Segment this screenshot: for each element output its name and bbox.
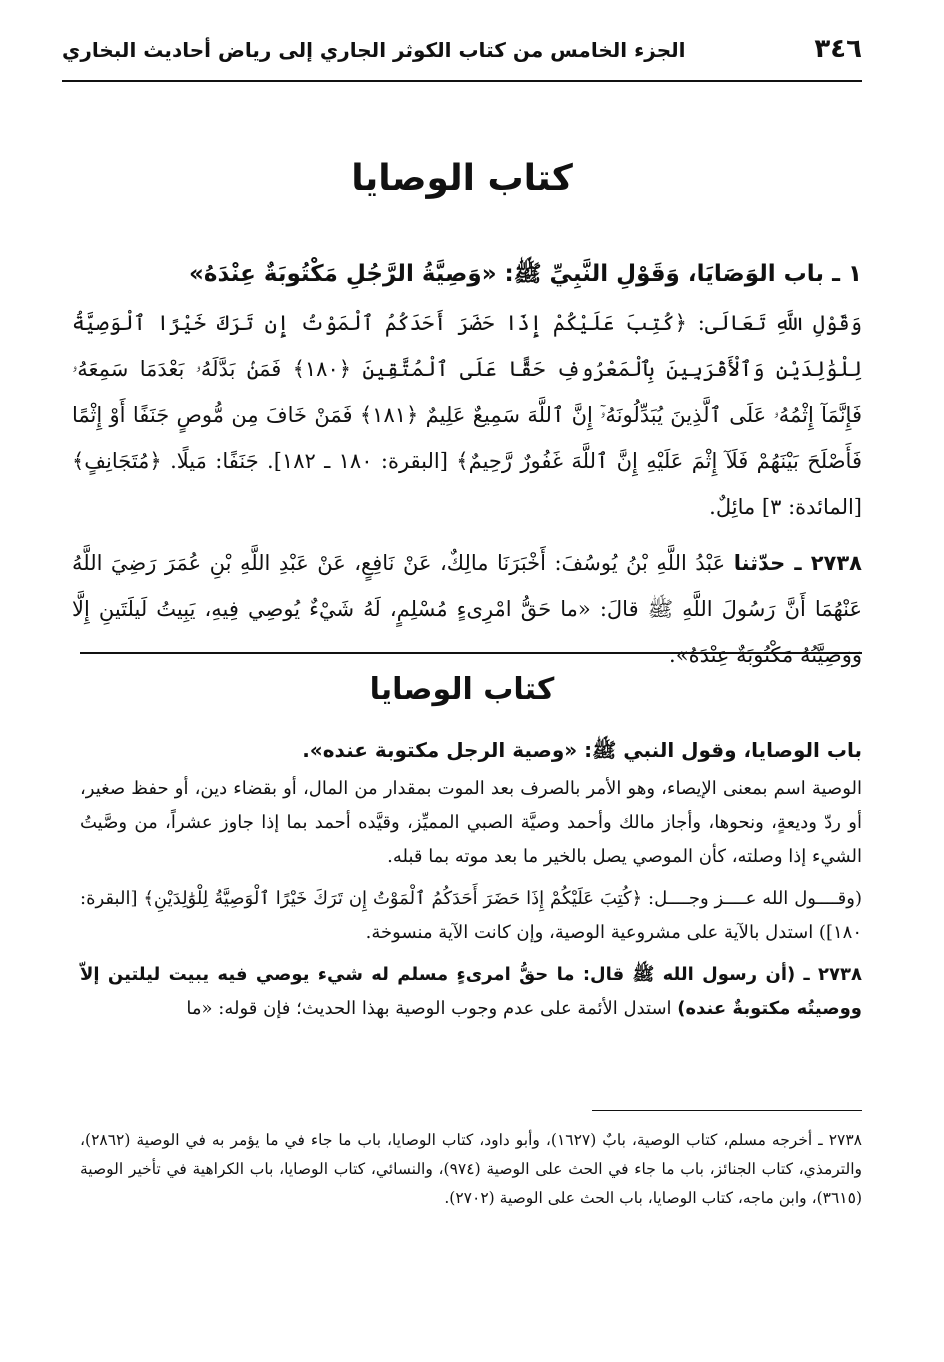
commentary-paragraph-1: الوصية اسم بمعنى الإيصاء، وهو الأمر بالصرف بعد الموت بمقدار من المال، أو بقضاء دين، أو حفظ صغير، أو ردّ وديعةٍ، ونحوها، وأجاز مالك وأحمد وصيَّة الصبي المميِّز، وقيَّده أحمد بما إذا جاوز عشراً، من وصَّيتُ الشيء إذا وصلته، كأن الموصي يصل بالخير ما بعد موته بما قبله. — [80, 778, 862, 867]
hadith-paragraph — [72, 540, 862, 678]
book-title: كتاب الوصايا — [351, 158, 573, 199]
footnote — [80, 1126, 862, 1213]
commentary-paragraph-3-text: استدل الأئمة على عدم وجوب الوصية بهذا الحديث؛ فإن قوله: «ما — [186, 998, 672, 1019]
main-text — [72, 250, 862, 678]
header-rule — [62, 80, 862, 82]
footnote-text: ٢٧٣٨ ـ أخرجه مسلم، كتاب الوصية، بابٌ (١٦٢٧)، وأبو داود، كتاب الوصايا، باب ما جاء في ما يؤمر به في الوصية (٢٨٦٢)، والترمذي، كتاب الجنائز، باب ما جاء في الحث على الوصية (٩٧٤)، والنسائي، كتاب الوصايا، باب الكراهية في تأخير الوصية (٣٦١٥)، وابن ماجه، كتاب الوصايا، باب الحث على الوصية (٢٧٠٢). — [80, 1131, 863, 1207]
commentary-paragraph-3 — [80, 958, 862, 1026]
quran-paragraph: وَقَوْلِ اللَّهِ تَعَالَى: ﴿كُتِبَ عَلَيْكُمْ إِذَا حَضَرَ أَحَدَكُمُ ٱلْمَوْتُ إِن تَرَكَ خَيْرًا ٱلْوَصِيَّةُ لِلْوَٰلِدَيْنِ وَٱلْأَقْرَبِينَ بِٱلْمَعْرُوفِ حَقًّا عَلَى ٱلْمُتَّقِينَ ﴿١٨٠﴾ فَمَنۢ بَدَّلَهُۥ بَعْدَمَا سَمِعَهُۥ فَإِنَّمَآ إِثْمُهُۥ عَلَى ٱلَّذِينَ يُبَدِّلُونَهُۥٓ إِنَّ ٱللَّهَ سَمِيعٌ عَلِيمٌ ﴿١٨١﴾ فَمَنْ خَافَ مِن مُّوصٍ جَنَفًا أَوْ إِثْمًا فَأَصْلَحَ بَيْنَهُمْ فَلَآ إِثْمَ عَلَيْهِ إِنَّ ٱللَّهَ غَفُورٌ رَّحِيمٌ﴾ [البقرة: ١٨٠ ـ ١٨٢]. جَنَفًا: مَيلًا. ﴿مُتَجَانِفٍ﴾ [المائدة: ٣] مائِلٌ. — [72, 311, 862, 519]
commentary-heading: باب الوصايا، وقول النبي ﷺ: «وصية الرجل مكتوبة عنده». — [302, 738, 862, 762]
page-number: ٣٤٦ — [814, 34, 862, 64]
section-divider — [80, 652, 862, 654]
footnote-rule — [592, 1110, 862, 1111]
commentary-paragraph-2: (وقــــول الله عــــز وجــــل: ﴿كُتِبَ عَلَيْكُمْ إِذَا حَضَرَ أَحَدَكُمُ ٱلْمَوْتُ إِن تَرَكَ خَيْرًا ٱلْوَصِيَّةُ لِلْوَٰلِدَيْنِ﴾ [البقرة: ١٨٠]) استدل بالآية على مشروعية الوصية، وإن كانت الآية منسوخة. — [80, 888, 862, 943]
chapter-heading: ١ ـ باب الوَصَايَا، وَقَوْلِ النَّبِيِّ ﷺ: «وَصِيَّةُ الرَّجُلِ مَكْتُوبَةٌ عِنْدَهُ» — [189, 261, 862, 287]
hadith-text: عَبْدُ اللَّهِ بْنُ يُوسُفَ: أَخْبَرَنَا مالِكٌ، عَنْ نَافِعٍ، عَنْ عَبْدِ اللَّهِ بْنِ عُمَرَ رَضِيَ اللَّهُ عَنْهُمَا أَنَّ رَسُولَ اللَّهِ ﷺ قالَ: «ما حَقُّ امْرِىءٍ مُسْلِمٍ، لَهُ شَيْءٌ يُوصِي فِيهِ، يَبِيتُ لَيلَتَينِ إِلَّا وَوَصِيَّتُهُ مَكْتُوبَةٌ عِنْدَهُ». — [72, 551, 862, 667]
page-header — [62, 30, 862, 74]
commentary-hadith-quote: ٢٧٣٨ ـ (أن رسول الله ﷺ قال: ما حقُّ امرىءٍ مسلم له شيء يوصي فيه يبيت ليلتين إلاّ ووصيتُه مكتوبةٌ عنده) — [80, 964, 862, 1019]
commentary-title: كتاب الوصايا — [369, 672, 555, 707]
running-title: الجزء الخامس من كتاب الكوثر الجاري إلى رياض أحاديث البخاري — [62, 38, 686, 62]
commentary — [80, 732, 862, 1026]
hadith-number: ٢٧٣٨ ـ حدّثنا — [733, 551, 862, 575]
